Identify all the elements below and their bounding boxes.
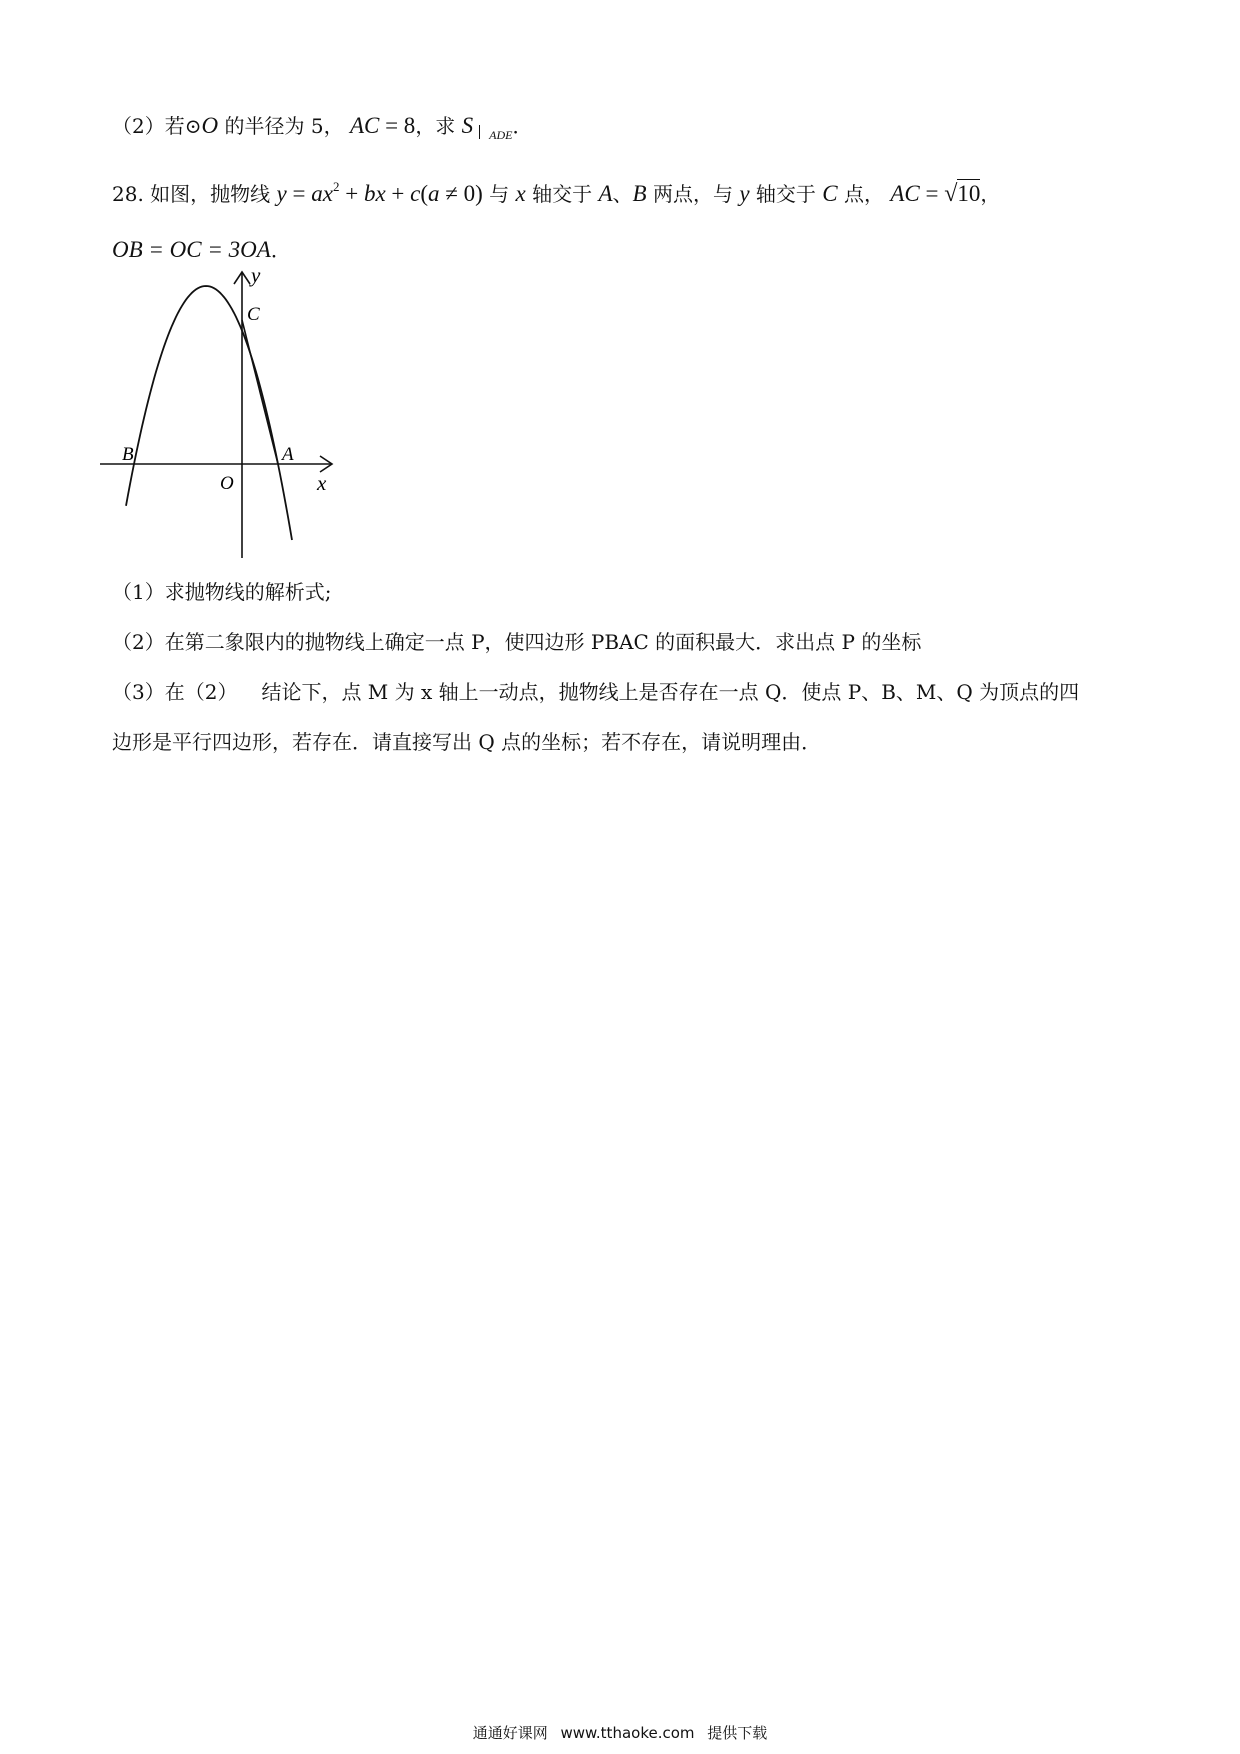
comma: ， xyxy=(980,182,1001,206)
sqrt-value: 10 xyxy=(957,181,981,206)
var-y: y xyxy=(276,181,287,206)
equals: = xyxy=(286,181,312,206)
text-two-points: 两点，与 xyxy=(646,182,740,206)
ac-value: = 8 xyxy=(379,113,416,138)
footer-url[interactable]: www.tthaoke.com xyxy=(560,1724,695,1742)
prev-part2-tail: ，求 xyxy=(415,114,462,138)
length-relation: OB = OC = 3OA xyxy=(112,237,271,262)
label-o: O xyxy=(220,473,234,494)
text-sep: 、 xyxy=(612,182,633,206)
label-x: x xyxy=(317,471,327,495)
triangle-mark xyxy=(479,125,483,139)
label-y: y xyxy=(251,268,261,287)
text-yu: 与 xyxy=(482,182,516,206)
q28-line2 xyxy=(112,236,291,264)
coef-a2: a xyxy=(428,181,440,206)
text-point: 点， xyxy=(837,182,884,206)
plus2: + xyxy=(385,181,411,206)
plus: + xyxy=(339,181,364,206)
point-b: B xyxy=(632,181,647,206)
coef-a: a xyxy=(311,181,323,206)
x-axis-name: x xyxy=(515,181,526,206)
segment-ac-line xyxy=(242,320,278,464)
q28-intro: 28. 如图，抛物线 xyxy=(112,182,277,206)
y-axis-name: y xyxy=(739,181,750,206)
label-c: C xyxy=(247,304,260,325)
sub-question-1: （1）求抛物线的解析式; xyxy=(112,580,332,604)
circle-center-label: O xyxy=(201,113,219,138)
q28-line1 xyxy=(112,180,1000,211)
segment-ac: AC xyxy=(349,113,380,138)
page-footer xyxy=(0,1722,1240,1743)
prev-part2-prefix: （2）若 xyxy=(112,114,185,138)
sub3-body: 结论下，点 M 为 x 轴上一动点，抛物线上是否存在一点 Q．使点 P、B、M、Q 为顶点的四 xyxy=(261,680,1080,704)
text-intersect2: 轴交于 xyxy=(749,182,823,206)
sub-question-2: （2）在第二象限内的抛物线上确定一点 P，使四边形 PBAC 的面积最大．求出点 P 的坐标 xyxy=(112,630,922,654)
sub3-prefix: （3）在（2） xyxy=(112,680,238,704)
exponent: 2 xyxy=(332,179,340,194)
prev-part2-mid: 的半径为 5， xyxy=(218,114,344,138)
footer-site: 通通好课网 xyxy=(472,1724,548,1742)
prev-part2-end: ． xyxy=(512,114,533,138)
condition: ≠ 0) xyxy=(439,181,483,206)
sub-question-3-line1 xyxy=(112,678,1079,706)
parabola-figure xyxy=(100,268,380,568)
segment-ac2: AC xyxy=(890,181,920,206)
parabola-curve xyxy=(126,286,292,540)
equals2: = xyxy=(919,181,945,206)
coef-c: c xyxy=(410,181,421,206)
point-c: C xyxy=(822,181,838,206)
area-symbol: S xyxy=(461,113,474,138)
circle-symbol: ⊙ xyxy=(184,114,202,138)
sub-question-3-line2: 边形是平行四边形，若存在．请直接写出 Q 点的坐标；若不存在，请说明理由． xyxy=(112,730,822,754)
sqrt-symbol: √ xyxy=(944,181,958,207)
area-subscript: ADE xyxy=(489,128,513,142)
paren: ( xyxy=(420,181,429,206)
footer-action: 提供下载 xyxy=(707,1724,768,1742)
var-x2: x xyxy=(375,181,386,206)
point-a: A xyxy=(598,181,613,206)
label-b: B xyxy=(122,444,134,465)
coef-b: b xyxy=(363,181,376,206)
period: ． xyxy=(270,238,291,262)
label-a: A xyxy=(282,444,294,465)
var-x: x xyxy=(322,181,333,206)
text-intersect: 轴交于 xyxy=(525,182,599,206)
prev-part2-line xyxy=(112,112,533,143)
